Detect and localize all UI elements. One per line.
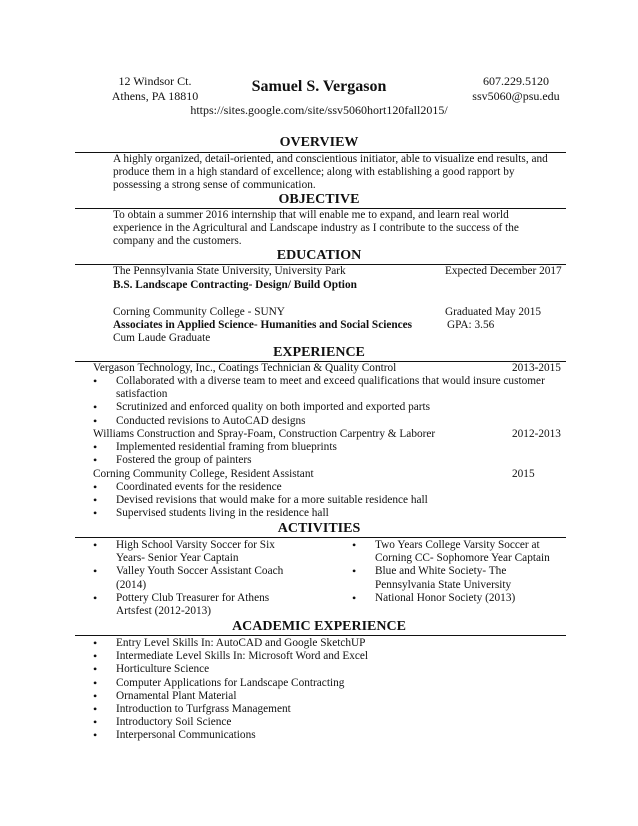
school-date: Expected December 2017 (445, 265, 562, 277)
job-bullet-list (93, 481, 563, 521)
gpa-value: GPA: 3.56 (447, 319, 495, 331)
section-title-activities: ACTIVITIES (277, 521, 361, 536)
contact-info (456, 74, 576, 104)
phone-number: 607.229.5120 (483, 74, 549, 88)
overview-text: A highly organized, detail-oriented, and conscientious initiator, able to visualize end results, and produce them in a high standard of excellence; along with establishing a good rapport by possessing a strong sense of communication. (113, 153, 548, 192)
list-item: • Implemented residential framing from blueprints (93, 441, 563, 454)
list-item: • Computer Applications for Landscape Contracting (93, 677, 563, 690)
section-title-overview: OVERVIEW (279, 135, 359, 150)
section-divider (75, 537, 566, 538)
list-item: • Two Years College Varsity Soccer at Corning CC- Sophomore Year Captain (352, 539, 567, 565)
objective-text: To obtain a summer 2016 internship that will enable me to expand, and learn real world experience in the Agricultural and Landscape industry as I contribute to the success of the company and the customers. (113, 209, 519, 248)
job-bullet-list (93, 375, 563, 428)
job-heading: Vergason Technology, Inc., Coatings Technician & Quality Control (93, 362, 397, 374)
school-name: The Pennsylvania State University, University Park (113, 265, 346, 277)
resume-name: Samuel S. Vergason (251, 78, 387, 95)
section-title-education: EDUCATION (276, 248, 362, 263)
list-item: • Introductory Soil Science (93, 716, 563, 729)
email-address: ssv5060@psu.edu (472, 89, 560, 103)
list-item: • Entry Level Skills In: AutoCAD and Google SketchUP (93, 637, 563, 650)
list-item: • Interpersonal Communications (93, 729, 563, 742)
address-line-1: 12 Windsor Ct. (118, 74, 192, 88)
list-item: • National Honor Society (2013) (352, 592, 567, 605)
list-item: • Scrutinized and enforced quality on both imported and exported parts (93, 401, 563, 414)
list-item: • Collaborated with a diverse team to meet and exceed qualifications that would insure customer satisfaction (93, 375, 563, 401)
list-item: • Blue and White Society- The Pennsylvania State University (352, 565, 567, 591)
job-dates: 2015 (512, 468, 535, 480)
academic-list (93, 637, 563, 743)
degree-name: Associates in Applied Science- Humanities and Social Sciences (113, 319, 413, 331)
list-item: • Pottery Club Treasurer for Athens Artsfest (2012-2013) (93, 592, 293, 618)
activities-left-list (93, 539, 293, 618)
list-item: • Fostered the group of painters (93, 454, 563, 467)
school-date: Graduated May 2015 (445, 306, 541, 318)
list-item: • Coordinated events for the residence (93, 481, 563, 494)
website-link[interactable]: https://sites.google.com/site/ssv5060hort120fall2015/ (190, 103, 448, 117)
activities-right-list (352, 539, 567, 605)
job-heading: Corning Community College, Resident Assistant (93, 468, 314, 480)
list-item: • Conducted revisions to AutoCAD designs (93, 415, 563, 428)
list-item: • Supervised students living in the residence hall (93, 507, 563, 520)
list-item: • Ornamental Plant Material (93, 690, 563, 703)
list-item: • Introduction to Turfgrass Management (93, 703, 563, 716)
section-title-experience: EXPERIENCE (273, 345, 365, 360)
degree-name: B.S. Landscape Contracting- Design/ Build Option (113, 279, 357, 291)
school-name: Corning Community College - SUNY (113, 306, 285, 318)
list-item: • Intermediate Level Skills In: Microsoft Word and Excel (93, 650, 563, 663)
list-item: • Devised revisions that would make for a more suitable residence hall (93, 494, 563, 507)
job-dates: 2012-2013 (512, 428, 561, 440)
address-line-2: Athens, PA 18810 (111, 89, 199, 103)
job-heading: Williams Construction and Spray-Foam, Construction Carpentry & Laborer (93, 428, 436, 440)
section-divider (75, 635, 566, 636)
job-bullet-list (93, 441, 563, 467)
section-title-academic: ACADEMIC EXPERIENCE (232, 619, 406, 634)
list-item: • Horticulture Science (93, 663, 563, 676)
list-item: • High School Varsity Soccer for Six Years- Senior Year Captain (93, 539, 293, 565)
job-dates: 2013-2015 (512, 362, 561, 374)
honors-text: Cum Laude Graduate (113, 332, 211, 344)
list-item: • Valley Youth Soccer Assistant Coach (2014) (93, 565, 293, 591)
section-title-objective: OBJECTIVE (278, 192, 360, 207)
